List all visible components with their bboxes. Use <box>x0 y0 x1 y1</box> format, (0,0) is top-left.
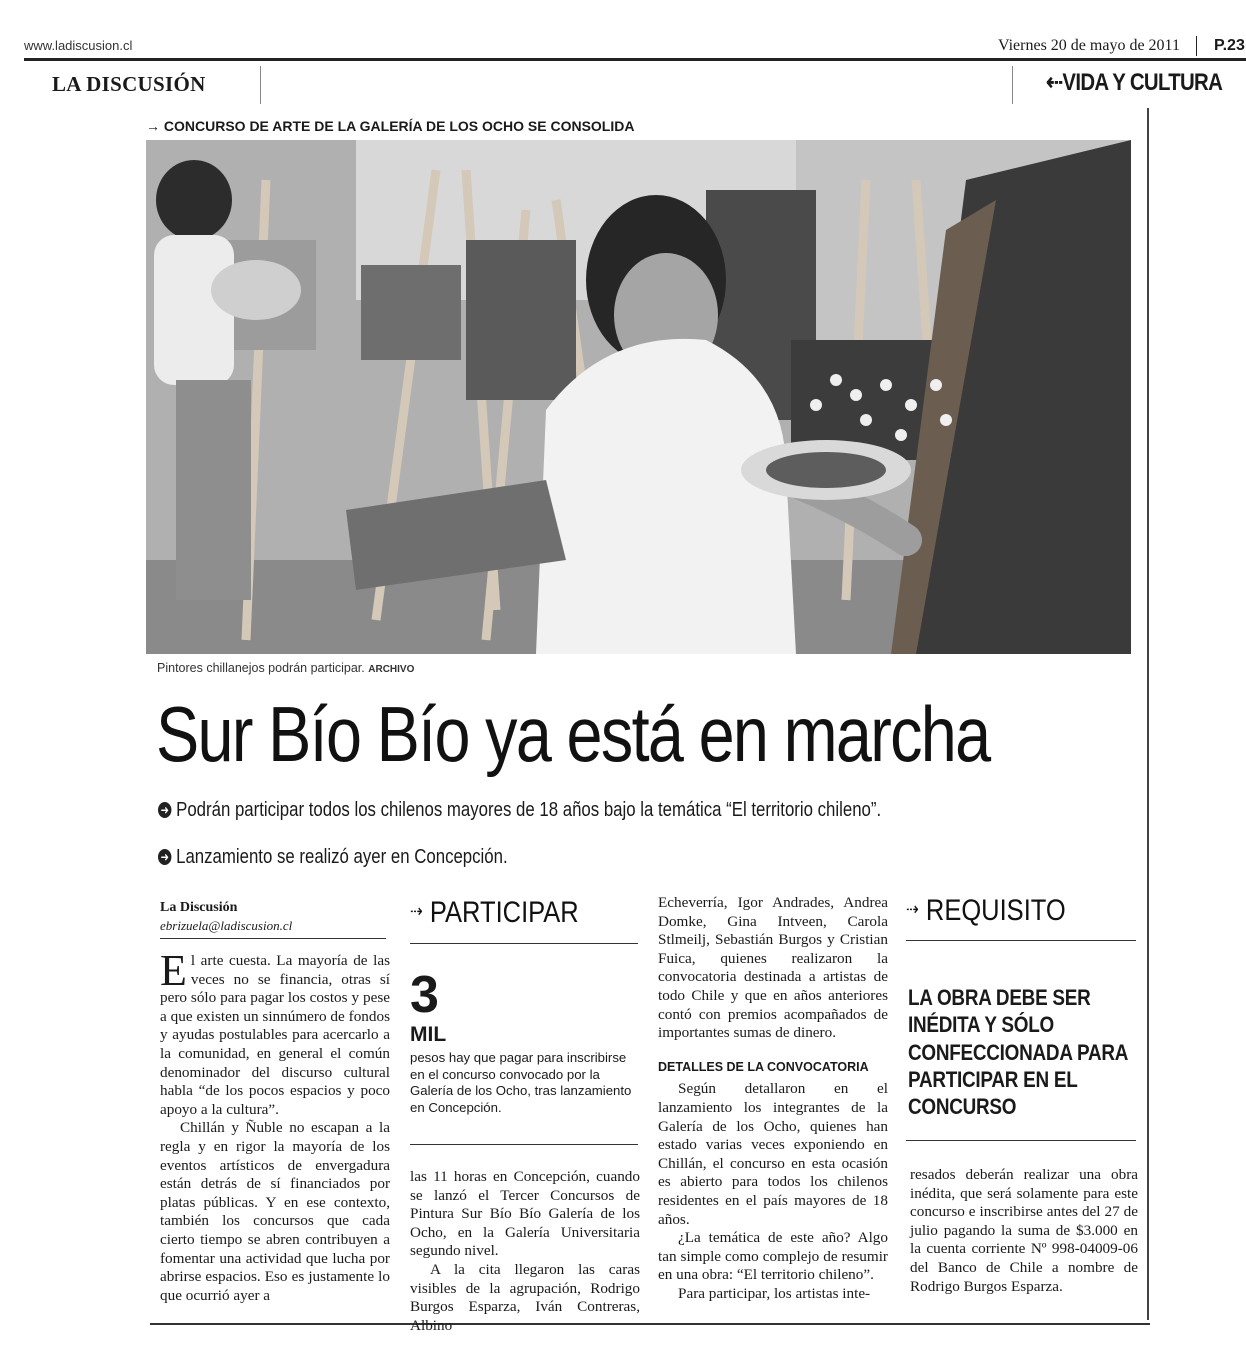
column-3 <box>658 894 888 1303</box>
paragraph: Chillán y Ñuble no escapan a la regla y en rigor la mayoría de los eventos artísticos de envergadura están detrás de sí financiados por platas públicas. Y en ese contexto, también los concursos que cada cierto tiempo se abren contribuyen a fomentar una actividad que lucha por abrirse espacios. Eso es justamente lo que ocurrió ayer a <box>160 1119 390 1304</box>
paragraph <box>160 946 390 1119</box>
masthead-divider-right <box>1012 66 1013 104</box>
back-arrow-icon: ⇠ <box>1046 69 1063 96</box>
stat-description: pesos hay que pagar para inscribirse en el concurso convocado por la Galería de los Ocho, tras lanzamiento en Concepción. <box>410 1050 632 1115</box>
column-3-text <box>658 894 888 1303</box>
byline-rule <box>160 938 386 939</box>
headline: Sur Bío Bío ya está en marcha <box>156 690 990 778</box>
stat-number: 3 <box>410 966 439 1024</box>
bullet-arrow-icon: ➜ <box>158 849 171 865</box>
dotted-arrow-icon: ⇢ <box>410 901 423 921</box>
page-number: P.23 <box>1214 37 1245 54</box>
photo-credit: ARCHIVO <box>368 664 415 675</box>
paragraph: las 11 horas en Concepción, cuando se lanzó el Tercer Concursos de Pintura Sur Bío Bío Galería de los Ocho, en la Galería Universitaria segundo nivel. <box>410 1168 640 1260</box>
section-label <box>1046 68 1222 97</box>
participar-bottom-rule <box>410 1144 638 1145</box>
participar-top-rule <box>410 943 638 944</box>
paragraph: A la cita llegaron las caras visibles de la agrupación, Rodrigo Burgos Esparza, Iván Contreras, Albino <box>410 1260 640 1334</box>
kicker-arrow-icon: → <box>146 118 160 134</box>
date-divider <box>1196 36 1197 56</box>
paragraph: Echeverría, Igor Andrades, Andrea Domke, Gina Intveen, Carola Stlmeilj, Sebastián Burgos y Cristian Fuica, quienes realizaron la convocatoria destinada a artistas de todo Chile y que en años anteriores contó con premios acompañados de importantes sumas de dinero. <box>658 894 888 1042</box>
painting-workshop-illustration <box>146 140 1131 654</box>
masthead-divider-left <box>260 66 261 104</box>
column-4 <box>910 1166 1138 1296</box>
column-2-text <box>410 1168 640 1335</box>
article-frame-right <box>1147 108 1149 1320</box>
dotted-arrow-icon: ⇢ <box>906 899 919 919</box>
article-frame-bottom <box>150 1323 1150 1325</box>
kicker <box>146 118 634 134</box>
column-2 <box>410 1168 640 1335</box>
subhead: DETALLES DE LA CONVOCATORIA <box>658 1059 869 1074</box>
issue-date: Viernes 20 de mayo de 2011 <box>998 37 1180 54</box>
paragraph: Según detallaron en el lanzamiento los integrantes de la Galería de los Ocho, quienes han estado varias veces exponiendo en Chillán, el concurso en esta ocasión es abierto para todos los chilenos residentes en el país mayores de 18 años. <box>658 1080 888 1228</box>
paragraph-text: l arte cuesta. La mayoría de las veces no se financia, otras sí pero sólo para pagar los costos y pese a que existen un sinnúmero de fondos y ayudas postulables para acercarlo a la comunidad, en general el común denominador del discurso cultural habla “de los pocos espacios y poco apoyo a la cultura”. <box>160 952 390 1118</box>
masthead-top-rule <box>24 58 1246 61</box>
drop-cap: E <box>160 946 187 995</box>
bullet-text: Podrán participar todos los chilenos mayores de 18 años bajo la temática “El territorio chileno”. <box>176 799 882 821</box>
kicker-text: CONCURSO DE ARTE DE LA GALERÍA DE LOS OCHO SE CONSOLIDA <box>163 118 635 134</box>
requisito-bottom-rule <box>906 1140 1136 1141</box>
stat-unit: MIL <box>410 1023 447 1046</box>
requisito-title-text: REQUISITO <box>925 894 1066 927</box>
column-4-text <box>910 1166 1138 1296</box>
bullet-text: Lanzamiento se realizó ayer en Concepción. <box>176 846 508 868</box>
column-1-text <box>160 946 390 1305</box>
byline-source: La Discusión <box>160 900 238 915</box>
paragraph: ¿La temática de este año? Algo tan simple como complejo de resumir en una obra: “El territorio chileno”. <box>658 1229 888 1284</box>
summary-bullet-1 <box>158 799 881 822</box>
paper-name: LA DISCUSIÓN <box>52 72 206 96</box>
website-url: www.ladiscusion.cl <box>24 38 133 53</box>
column-1 <box>160 946 390 1305</box>
caption-text: Pintores chillanejos podrán participar. <box>157 661 365 675</box>
requisito-box-title <box>906 894 1066 928</box>
photo-caption <box>157 661 414 675</box>
requisito-callout: LA OBRA DEBE SER INÉDITA Y SÓLO CONFECCIONADA PARA PARTICIPAR EN EL CONCURSO <box>908 985 1128 1120</box>
paragraph: Para participar, los artistas inte- <box>678 1284 871 1302</box>
section-name: VIDA Y CULTURA <box>1062 69 1223 96</box>
bullet-arrow-icon: ➜ <box>158 802 171 818</box>
byline-email: ebrizuela@ladiscusion.cl <box>160 918 293 933</box>
paragraph: resados deberán realizar una obra inédita, que será solamente para este concurso e inscribirse antes del 27 de julio pagando la suma de $3.000 en la cuenta corriente Nº 998-04009-06 del Banco de Chile a nombre de Rodrigo Burgos Esparza. <box>910 1166 1138 1295</box>
article-photo <box>146 140 1131 654</box>
participar-box-title <box>410 896 579 930</box>
requisito-top-rule <box>906 940 1136 941</box>
participar-title-text: PARTICIPAR <box>429 896 579 929</box>
summary-bullet-2 <box>158 846 508 869</box>
